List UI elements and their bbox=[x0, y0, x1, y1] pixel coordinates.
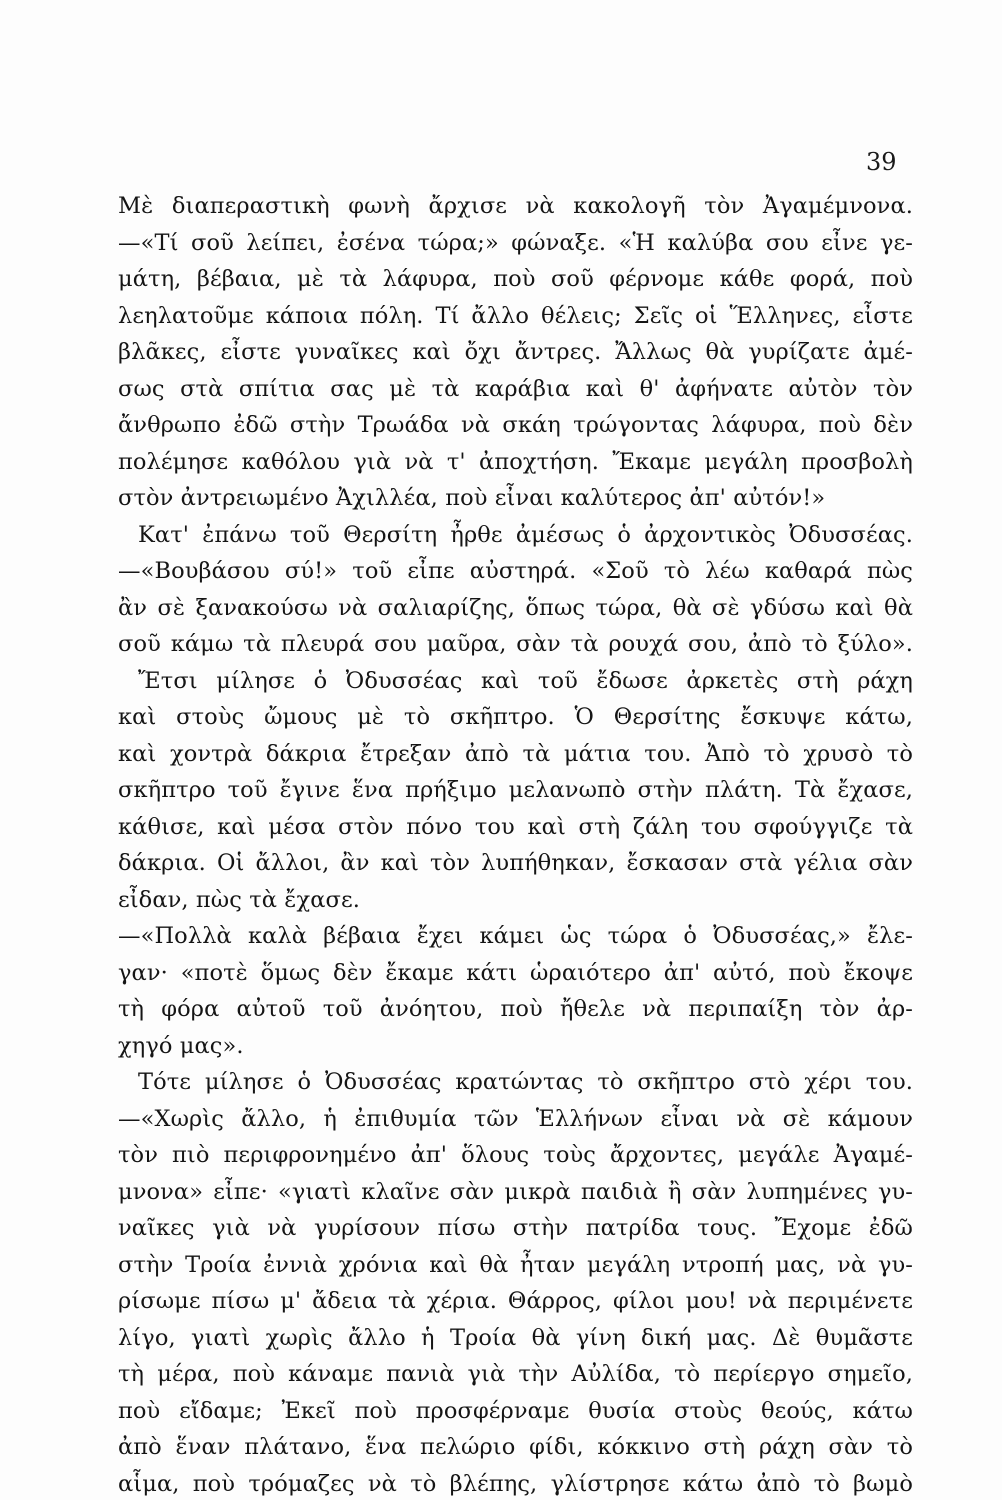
text-line: γαν· «ποτὲ ὅμως δὲν ἔκαμε κάτι ὡραιότερο ἀπ' αὐτό, ποὺ ἔκοψε bbox=[118, 955, 913, 992]
text-line: ναῖκες γιὰ νὰ γυρίσουν πίσω στὴν πατρίδα τους. Ἔχομε ἐδῶ bbox=[118, 1210, 913, 1247]
text-line: καὶ στοὺς ὤμους μὲ τὸ σκῆπτρο. Ὁ Θερσίτης ἔσκυψε κάτω, bbox=[118, 699, 913, 736]
text-line: ποὺ εἴδαμε; Ἐκεῖ ποὺ προσφέρναμε θυσία στοὺς θεούς, κάτω bbox=[118, 1393, 913, 1430]
text-line: χηγό μας». bbox=[118, 1028, 913, 1065]
text-line: σως στὰ σπίτια σας μὲ τὰ καράβια καὶ θ' ἀφήνατε αὐτὸν τὸν bbox=[118, 371, 913, 408]
text-line: μνονα» εἶπε· «γιατὶ κλαῖνε σὰν μικρὰ παιδιὰ ἢ σὰν λυπημένες γυ- bbox=[118, 1174, 913, 1211]
text-line: σκῆπτρο τοῦ ἔγινε ἕνα πρήξιμο μελανωπὸ στὴν πλάτη. Τὰ ἔχασε, bbox=[118, 772, 913, 809]
text-line: σοῦ κάμω τὰ πλευρά σου μαῦρα, σὰν τὰ ρουχά σου, ἀπὸ τὸ ξύλο». bbox=[118, 626, 913, 663]
text-line: —«Πολλὰ καλὰ βέβαια ἔχει κάμει ὡς τώρα ὁ Ὀδυσσέας,» ἔλε- bbox=[118, 918, 913, 955]
text-line: ρίσωμε πίσω μ' ἄδεια τὰ χέρια. Θάρρος, φίλοι μου! νὰ περιμένετε bbox=[118, 1283, 913, 1320]
text-line: —«Χωρὶς ἄλλο, ἡ ἐπιθυμία τῶν Ἑλλήνων εἶναι νὰ σὲ κάμουν bbox=[118, 1101, 913, 1138]
text-line: τὸν πιὸ περιφρονημένο ἀπ' ὅλους τοὺς ἄρχοντες, μεγάλε Ἀγαμέ- bbox=[118, 1137, 913, 1174]
text-line: —«Βουβάσου σύ!» τοῦ εἶπε αὐστηρά. «Σοῦ τὸ λέω καθαρά πὼς bbox=[118, 553, 913, 590]
text-line: λίγο, γιατὶ χωρὶς ἄλλο ἡ Τροία θὰ γίνη δική μας. Δὲ θυμᾶστε bbox=[118, 1320, 913, 1357]
text-line: —«Τί σοῦ λείπει, ἐσένα τώρα;» φώναξε. «Ἡ καλύβα σου εἶνε γε- bbox=[118, 225, 913, 262]
text-line: κάθισε, καὶ μέσα στὸν πόνο του καὶ στὴ ζάλη του σφούγγιζε τὰ bbox=[118, 809, 913, 846]
body-text bbox=[118, 188, 913, 1502]
text-line: Μὲ διαπεραστικὴ φωνὴ ἄρχισε νὰ κακολογῆ τὸν Ἀγαμέμνονα. bbox=[118, 188, 913, 225]
text-line: λεηλατοῦμε κάποια πόλη. Τί ἄλλο θέλεις; Σεῖς οἱ Ἕλληνες, εἶστε bbox=[118, 298, 913, 335]
text-line: βλᾶκες, εἶστε γυναῖκες καὶ ὄχι ἄντρες. Ἄλλως θὰ γυρίζατε ἀμέ- bbox=[118, 334, 913, 371]
text-line: ἂν σὲ ξανακούσω νὰ σαλιαρίζης, ὅπως τώρα, θὰ σὲ γδύσω καὶ θὰ bbox=[118, 590, 913, 627]
text-line: μάτη, βέβαια, μὲ τὰ λάφυρα, ποὺ σοῦ φέρνομε κάθε φορά, ποὺ bbox=[118, 261, 913, 298]
text-line: τὴ μέρα, ποὺ κάναμε πανιὰ γιὰ τὴν Αὐλίδα, τὸ περίεργο σημεῖο, bbox=[118, 1356, 913, 1393]
text-line: Κατ' ἐπάνω τοῦ Θερσίτη ἦρθε ἀμέσως ὁ ἀρχοντικὸς Ὀδυσσέας. bbox=[118, 517, 913, 554]
text-line: αἷμα, ποὺ τρόμαζες νὰ τὸ βλέπης, γλίστρησε κάτω ἀπὸ τὸ βωμὸ bbox=[118, 1466, 913, 1502]
text-line: στὸν ἀντρειωμένο Ἀχιλλέα, ποὺ εἶναι καλύτερος ἀπ' αὐτόν!» bbox=[118, 480, 913, 517]
text-line: Ἔτσι μίλησε ὁ Ὀδυσσέας καὶ τοῦ ἔδωσε ἀρκετὲς στὴ ράχη bbox=[118, 663, 913, 700]
page-number: 39 bbox=[866, 148, 897, 176]
text-line: στὴν Τροία ἐννιὰ χρόνια καὶ θὰ ἦταν μεγάλη ντροπή μας, νὰ γυ- bbox=[118, 1247, 913, 1284]
text-line: πολέμησε καθόλου γιὰ νὰ τ' ἀποχτήση. Ἔκαμε μεγάλη προσβολὴ bbox=[118, 444, 913, 481]
text-line: καὶ χοντρὰ δάκρια ἔτρεξαν ἀπὸ τὰ μάτια του. Ἀπὸ τὸ χρυσὸ τὸ bbox=[118, 736, 913, 773]
text-line: εἶδαν, πὼς τὰ ἔχασε. bbox=[118, 882, 913, 919]
text-line: δάκρια. Οἱ ἄλλοι, ἂν καὶ τὸν λυπήθηκαν, ἔσκασαν στὰ γέλια σὰν bbox=[118, 845, 913, 882]
text-line: ἄνθρωπο ἐδῶ στὴν Τρωάδα νὰ σκάη τρώγοντας λάφυρα, ποὺ δὲν bbox=[118, 407, 913, 444]
text-line: ἀπὸ ἕναν πλάτανο, ἕνα πελώριο φίδι, κόκκινο στὴ ράχη σὰν τὸ bbox=[118, 1429, 913, 1466]
text-line: Τότε μίλησε ὁ Ὀδυσσέας κρατώντας τὸ σκῆπτρο στὸ χέρι του. bbox=[118, 1064, 913, 1101]
text-line: τὴ φόρα αὐτοῦ τοῦ ἀνόητου, ποὺ ἤθελε νὰ περιπαίξη τὸν ἀρ- bbox=[118, 991, 913, 1028]
